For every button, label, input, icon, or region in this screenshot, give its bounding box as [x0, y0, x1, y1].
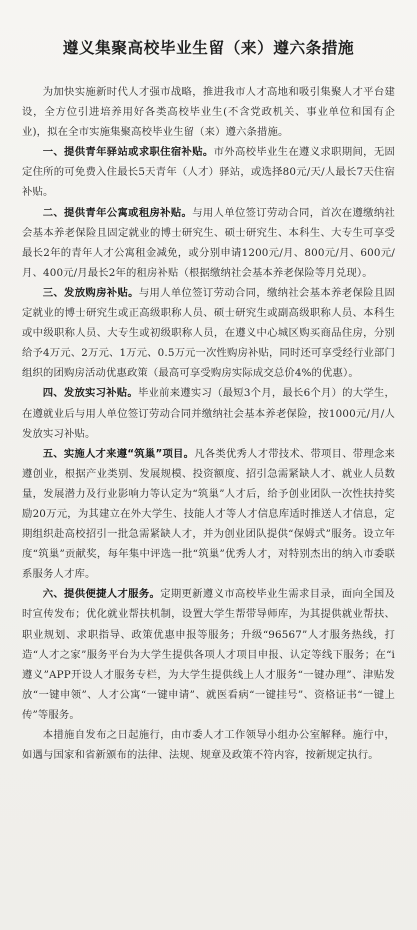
- section-4: [22, 383, 395, 443]
- section-5-heading: 五、实施人才来遵“筑巢”项目。: [42, 447, 195, 460]
- section-1: [22, 142, 395, 202]
- section-5: [22, 444, 395, 585]
- section-3: [22, 283, 395, 383]
- section-6-body: 定期更新遵义市高校毕业生需求目录，面向全国及时宣传发布；优化就业帮扶机制，设置大学生帮带导师库，为其提供就业帮扶、职业规划、求职指导、政策优惠申报等服务；升级“96567”人才服务热线，打造“人才之家”服务平台为大学生提供各项人才项目申报、认定等线下服务；在“i遵义”APP开设人才服务专栏，为大学生提供线上人才服务“一键办理”、津贴发放“一键申领”、人才公寓“一键申请”、就医看病“一键挂号”、资格证书“一键上传”等服务。: [22, 588, 395, 721]
- section-2: [22, 203, 395, 283]
- section-4-heading: 四、发放实习补贴。: [42, 387, 138, 400]
- closing-paragraph: 本措施自发布之日起施行，由市委人才工作领导小组办公室解释。施行中，如遇与国家和省新颁布的法律、法规、规章及政策不符内容，按新规定执行。: [22, 729, 395, 762]
- section-3-heading: 三、发放购房补贴。: [42, 286, 139, 299]
- section-3-body: 与用人单位签订劳动合同，缴纳社会基本养老保险且固定就业的博士研究生或正高级职称人员、硕士研究生或副高级职称人员、本科生或中级职称人员、大专生或初级职称人员，在遵义中心城区购买商品住房，分别给予4万元、2万元、1万元、0.5万元一次性购房补贴，同时还可享受经行业部门组织的团购房活动优惠政策（最高可享受购房实际成交总价4%的优惠）。: [22, 286, 395, 380]
- section-2-heading: 二、提供青年公寓或租房补贴。: [42, 206, 193, 219]
- document-title: 遵义集聚高校毕业生留（来）遵六条措施: [62, 39, 355, 57]
- section-2-body: 与用人单位签订劳动合同，首次在遵缴纳社会基本养老保险且固定就业的博士研究生、硕士研究生、本科生、大专生可享受最长2年的青年人才公寓租金减免，或分别申请1200元/月、800元/月、600元/月、400元/月最长2年的租房补贴（根据缴纳社会基本养老保险等月兑现）。: [22, 206, 395, 279]
- section-1-heading: 一、提供青年驿站或求职住宿补贴。: [42, 146, 214, 159]
- section-4-body: 毕业前来遵实习（最短3个月，最长6个月）的大学生，在遵就业后与用人单位签订劳动合同并缴纳社会基本养老保险，按1000元/月/人发放实习补贴。: [22, 387, 395, 440]
- section-6: [22, 584, 395, 725]
- section-5-body: 凡各类优秀人才带技术、带项目、带理念来遵创业，根据产业类别、发展规模、投资额度、招引急需紧缺人才、就业人员数量，发展潜力及行业影响力等认定为“筑巢”人才后，给予创业团队一次性扶持奖励20万元，为其建立在外大学生、技能人才等人才信息库适时推送人才信息，定期组织赴高校招引一批急需紧缺人才，并为创业团队提供“保姆式”服务。设立年度“筑巢”贡献奖，每年集中评选一批“筑巢”优秀人才，对特别杰出的纳入市委联系服务人才库。: [22, 447, 395, 581]
- section-1-body: 市外高校毕业生在遵义求职期间，无固定住所的可免费入住最长5天青年（人才）驿站，或选择80元/天/人最长7天住宿补贴。: [22, 146, 395, 199]
- section-6-heading: 六、提供便捷人才服务。: [42, 588, 161, 601]
- intro-paragraph: 为加快实施新时代人才强市战略，推进我市人才高地和吸引集聚人才平台建设，全方位引进培养用好各类高校毕业生(不含党政机关、事业单位和国有企业)，拟在全市实施集聚高校毕业生留（来）遵六条措施。: [22, 86, 395, 139]
